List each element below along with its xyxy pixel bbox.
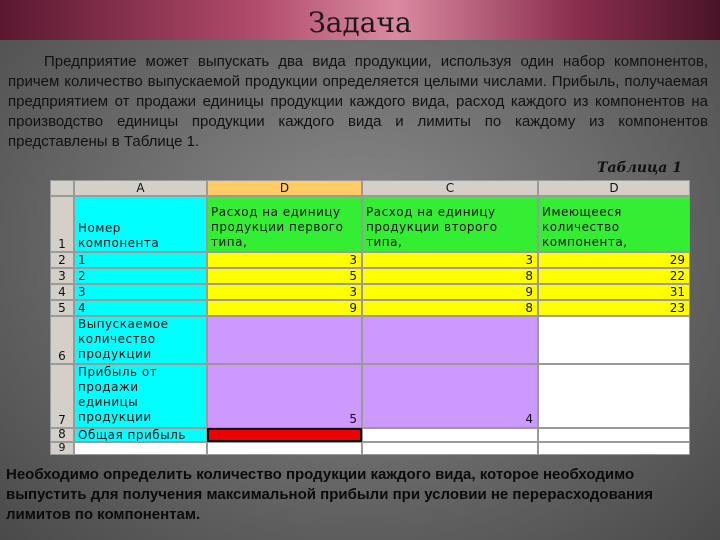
problem-text: Предприятие может выпускать два вида продукции, используя один набор компонентов, причем количество выпускаемой продукции определяется целыми числами. Прибыль, получаемая предприятием от продажи единицы продукции каждого вида, расход каждого из компонентов на производство единицы продукции каждого вида и лимиты по каждому из компонентов представлены в Таблице 1. bbox=[8, 53, 708, 150]
cell-a6[interactable]: Выпускаемое количество продукции bbox=[74, 316, 207, 364]
table-caption: Таблица 1 bbox=[597, 160, 682, 176]
cell-c1[interactable]: Расход на единицу продукции второго типа, bbox=[362, 196, 538, 252]
cell-b7[interactable]: 5 bbox=[207, 364, 362, 428]
cell-d8[interactable] bbox=[538, 428, 690, 442]
cell-a5[interactable]: 4 bbox=[74, 300, 207, 316]
cell-b8-selected[interactable] bbox=[207, 428, 362, 442]
cell-b3[interactable]: 5 bbox=[207, 268, 362, 284]
cell-b1[interactable]: Расход на единицу продукции первого типа, bbox=[207, 196, 362, 252]
row-number-6[interactable]: 6 bbox=[50, 316, 74, 364]
spreadsheet bbox=[50, 180, 690, 455]
cell-c4[interactable]: 9 bbox=[362, 284, 538, 300]
cell-d3[interactable]: 22 bbox=[538, 268, 690, 284]
cell-d2[interactable]: 29 bbox=[538, 252, 690, 268]
cell-a4[interactable]: 3 bbox=[74, 284, 207, 300]
cell-a7[interactable]: Прибыль от продажи единицы продукции bbox=[74, 364, 207, 428]
cell-a1[interactable]: Номер компонента bbox=[74, 196, 207, 252]
cell-d5[interactable]: 23 bbox=[538, 300, 690, 316]
problem-paragraph bbox=[8, 52, 708, 152]
row-number-5[interactable]: 5 bbox=[50, 300, 74, 316]
cell-a9[interactable] bbox=[74, 442, 207, 455]
cell-a8[interactable]: Общая прибыль bbox=[74, 428, 207, 442]
row-number-7[interactable]: 7 bbox=[50, 364, 74, 428]
cell-c8[interactable] bbox=[362, 428, 538, 442]
cell-a2[interactable]: 1 bbox=[74, 252, 207, 268]
row-number-3[interactable]: 3 bbox=[50, 268, 74, 284]
row-number-1[interactable]: 1 bbox=[50, 196, 74, 252]
row-number-9[interactable]: 9 bbox=[50, 442, 74, 455]
cell-b2[interactable]: 3 bbox=[207, 252, 362, 268]
col-header-a[interactable]: A bbox=[74, 180, 207, 196]
cell-d1[interactable]: Имеющееся количество компонента, bbox=[538, 196, 690, 252]
cell-d4[interactable]: 31 bbox=[538, 284, 690, 300]
cell-d9[interactable] bbox=[538, 442, 690, 455]
task-statement: Необходимо определить количество продукции каждого вида, которое необходимо выпустить для получения максимальной прибыли при условии не перерасходования лимитов по компонентам. bbox=[6, 466, 653, 523]
cell-d7[interactable] bbox=[538, 364, 690, 428]
cell-b9[interactable] bbox=[207, 442, 362, 455]
cell-c5[interactable]: 8 bbox=[362, 300, 538, 316]
col-header-d[interactable]: D bbox=[538, 180, 690, 196]
col-header-b[interactable]: D bbox=[207, 180, 362, 196]
cell-c3[interactable]: 8 bbox=[362, 268, 538, 284]
corner-cell[interactable] bbox=[50, 180, 74, 196]
cell-c2[interactable]: 3 bbox=[362, 252, 538, 268]
cell-b5[interactable]: 9 bbox=[207, 300, 362, 316]
cell-c7[interactable]: 4 bbox=[362, 364, 538, 428]
cell-c9[interactable] bbox=[362, 442, 538, 455]
row-number-4[interactable]: 4 bbox=[50, 284, 74, 300]
cell-b4[interactable]: 3 bbox=[207, 284, 362, 300]
slide-title: Задача bbox=[308, 6, 412, 39]
row-number-8[interactable]: 8 bbox=[50, 428, 74, 442]
cell-c6[interactable] bbox=[362, 316, 538, 364]
col-header-c[interactable]: C bbox=[362, 180, 538, 196]
cell-a3[interactable]: 2 bbox=[74, 268, 207, 284]
cell-b6[interactable] bbox=[207, 316, 362, 364]
cell-d6[interactable] bbox=[538, 316, 690, 364]
row-number-2[interactable]: 2 bbox=[50, 252, 74, 268]
